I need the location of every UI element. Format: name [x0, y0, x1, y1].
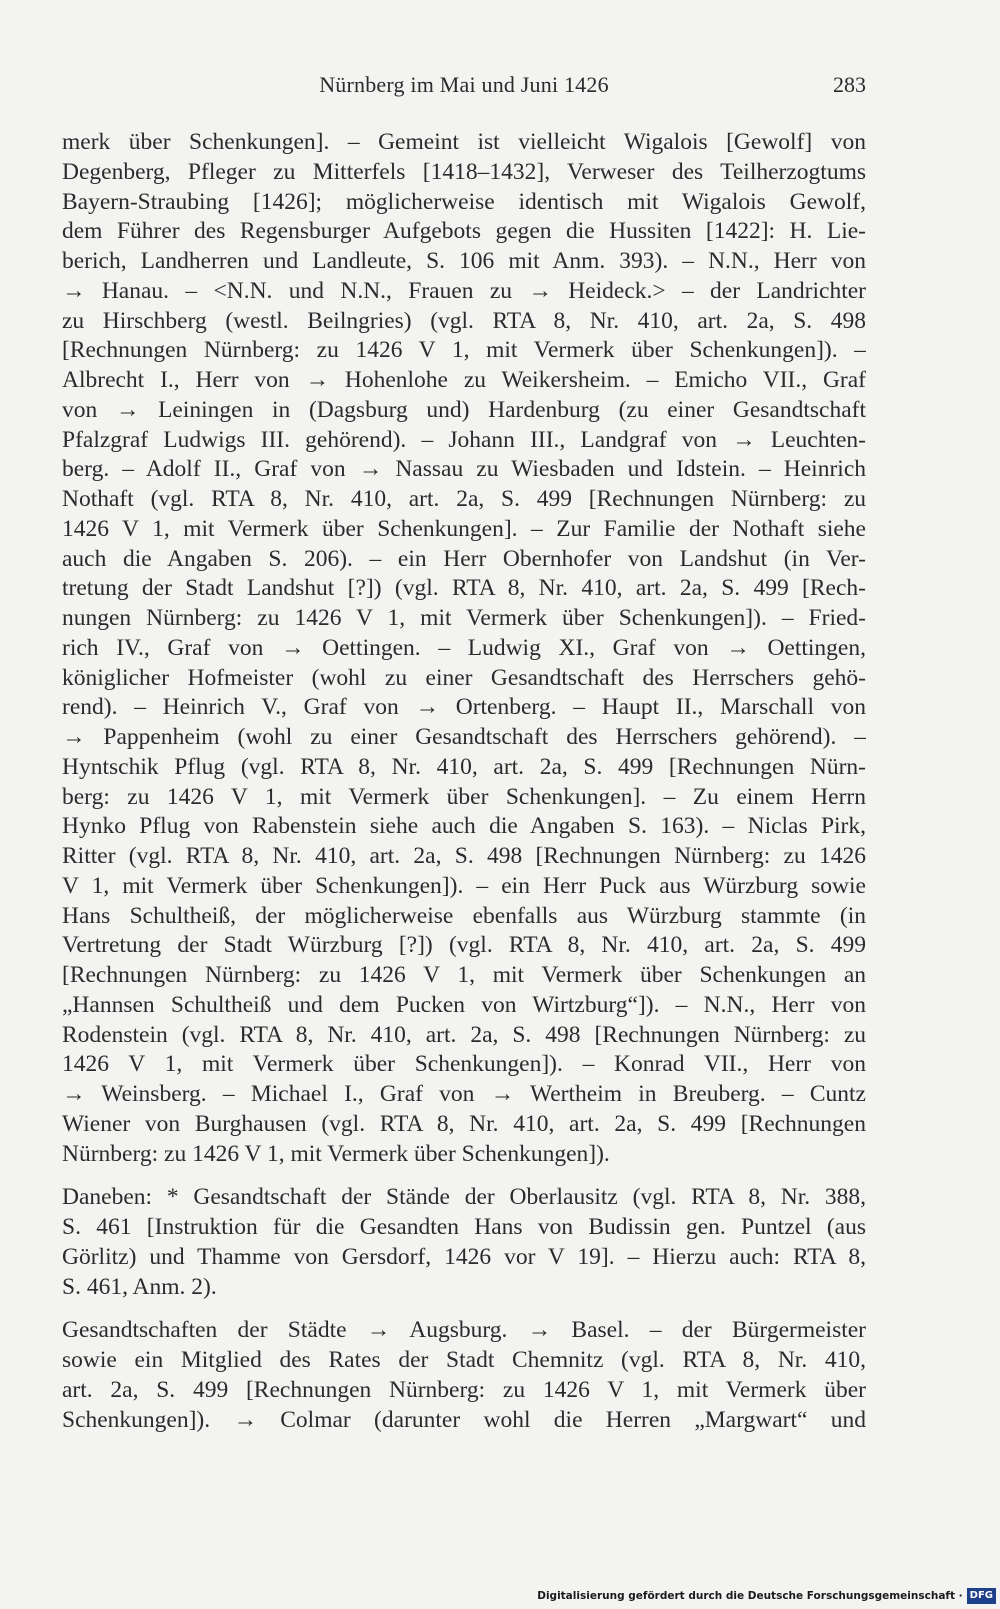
text-line: auch die Angaben S. 206). – ein Herr Obernhofer von Landshut (in Ver-: [62, 545, 866, 572]
paragraph-daneben: [62, 1183, 866, 1302]
text-line: Nürnberg: zu 1426 V 1, mit Vermerk über Schenkungen]).: [62, 1140, 610, 1167]
text-line: berg: zu 1426 V 1, mit Vermerk über Schenkungen]. – Zu einem Herrn: [62, 783, 866, 810]
credit-text: Digitalisierung gefördert durch die Deutsche Forschungsgemeinschaft ·: [537, 1590, 963, 1602]
paragraph-gap: [62, 1169, 866, 1183]
text-line: 1426 V 1, mit Vermerk über Schenkungen]). – Konrad VII., Herr von: [62, 1051, 866, 1078]
text-line: Degenberg, Pfleger zu Mitterfels [1418–1432], Verweser des Teilherzogtums: [62, 158, 866, 185]
text-line: Nothaft (vgl. RTA 8, Nr. 410, art. 2a, S. 499 [Rechnungen Nürnberg: zu: [62, 486, 866, 512]
text-line: Schenkungen]). → Colmar (darunter wohl die Herren „Margwart“ und: [62, 1406, 866, 1433]
text-line: → Pappenheim (wohl zu einer Gesandtschaft des Herrschers gehörend). –: [62, 724, 866, 750]
text-line: Hyntschik Pflug (vgl. RTA 8, Nr. 410, art. 2a, S. 499 [Rechnungen Nürn-: [62, 753, 866, 780]
page-number: 283: [833, 72, 866, 97]
text-line: art. 2a, S. 499 [Rechnungen Nürnberg: zu 1426 V 1, mit Vermerk über: [62, 1376, 866, 1403]
running-title: Nürnberg im Mai und Juni 1426: [319, 72, 609, 97]
text-line: merk über Schenkungen]. – Gemeint ist vielleicht Wigalois [Gewolf] von: [62, 129, 866, 155]
text-line: Hans Schultheiß, der möglicherweise ebenfalls aus Würzburg stammte (in: [62, 902, 866, 929]
text-line: sowie ein Mitglied des Rates der Stadt Chemnitz (vgl. RTA 8, Nr. 410,: [62, 1347, 866, 1373]
text-line: 1426 V 1, mit Vermerk über Schenkungen]. – Zur Familie der Nothaft siehe: [62, 515, 866, 542]
text-line: Wiener von Burghausen (vgl. RTA 8, Nr. 410, art. 2a, S. 499 [Rechnungen: [62, 1110, 866, 1137]
text-line: Ritter (vgl. RTA 8, Nr. 410, art. 2a, S. 498 [Rechnungen Nürnberg: zu 1426: [62, 843, 866, 869]
text-line: nungen Nürnberg: zu 1426 V 1, mit Vermerk über Schenkungen]). – Fried-: [62, 605, 866, 631]
text-line: [Rechnungen Nürnberg: zu 1426 V 1, mit Vermerk über Schenkungen an: [62, 962, 866, 988]
text-line: S. 461, Anm. 2).: [62, 1273, 217, 1300]
text-line: Hynko Pflug von Rabenstein siehe auch die Angaben S. 163). – Niclas Pirk,: [62, 813, 866, 840]
text-line: berg. – Adolf II., Graf von → Nassau zu Wiesbaden und Idstein. – Heinrich: [62, 456, 866, 483]
paragraph-gesandtschaften: [62, 1316, 866, 1435]
text-line: [Rechnungen Nürnberg: zu 1426 V 1, mit Vermerk über Schenkungen]). –: [62, 337, 866, 364]
running-head: [62, 72, 866, 102]
text-line: Albrecht I., Herr von → Hohenlohe zu Weikersheim. – Emicho VII., Graf: [62, 367, 866, 393]
body-text: [62, 128, 866, 1435]
digitization-credit: [537, 1587, 996, 1605]
text-line: von → Leiningen in (Dagsburg und) Hardenburg (zu einer Gesandtschaft: [62, 396, 866, 423]
text-line: rend). – Heinrich V., Graf von → Ortenberg. – Haupt II., Marschall von: [62, 694, 866, 721]
text-line: rich IV., Graf von → Oettingen. – Ludwig XI., Graf von → Oettingen,: [62, 634, 866, 661]
text-line: V 1, mit Vermerk über Schenkungen]). – ein Herr Puck aus Würzburg sowie: [62, 872, 866, 899]
text-line: Daneben: * Gesandtschaft der Stände der Oberlausitz (vgl. RTA 8, Nr. 388,: [62, 1184, 866, 1211]
text-line: Vertretung der Stadt Würzburg [?]) (vgl. RTA 8, Nr. 410, art. 2a, S. 499: [62, 932, 866, 959]
text-line: zu Hirschberg (westl. Beilngries) (vgl. RTA 8, Nr. 410, art. 2a, S. 498: [62, 307, 866, 334]
text-line: S. 461 [Instruktion für die Gesandten Hans von Budissin gen. Puntzel (aus: [62, 1214, 866, 1240]
paragraph-entries: [62, 128, 866, 1169]
text-line: königlicher Hofmeister (wohl zu einer Gesandtschaft des Herrschers gehö-: [62, 664, 866, 691]
text-line: tretung der Stadt Landshut [?]) (vgl. RTA 8, Nr. 410, art. 2a, S. 499 [Rech-: [62, 575, 866, 602]
text-line: → Hanau. – <N.N. und N.N., Frauen zu → Heideck.> – der Landrichter: [62, 277, 866, 304]
text-line: dem Führer des Regensburger Aufgebots gegen die Hussiten [1422]: H. Lie-: [62, 218, 866, 245]
text-line: Rodenstein (vgl. RTA 8, Nr. 410, art. 2a, S. 498 [Rechnungen Nürnberg: zu: [62, 1021, 866, 1048]
text-line: → Weinsberg. – Michael I., Graf von → Wertheim in Breuberg. – Cuntz: [62, 1081, 866, 1107]
text-line: berich, Landherren und Landleute, S. 106 mit Anm. 393). – N.N., Herr von: [62, 248, 866, 274]
text-line: Bayern-Straubing [1426]; möglicherweise identisch mit Wigalois Gewolf,: [62, 188, 866, 215]
text-line: „Hannsen Schultheiß und dem Pucken von Wirtzburg“]). – N.N., Herr von: [62, 991, 866, 1018]
text-line: Görlitz) und Thamme von Gersdorf, 1426 vor V 19]. – Hierzu auch: RTA 8,: [62, 1243, 866, 1270]
dfg-logo: DFG: [967, 1588, 996, 1604]
text-line: Pfalzgraf Ludwigs III. gehörend). – Johann III., Landgraf von → Leuchten-: [62, 426, 866, 453]
text-line: Gesandtschaften der Städte → Augsburg. → Basel. – der Bürgermeister: [62, 1317, 866, 1344]
paragraph-gap: [62, 1302, 866, 1316]
